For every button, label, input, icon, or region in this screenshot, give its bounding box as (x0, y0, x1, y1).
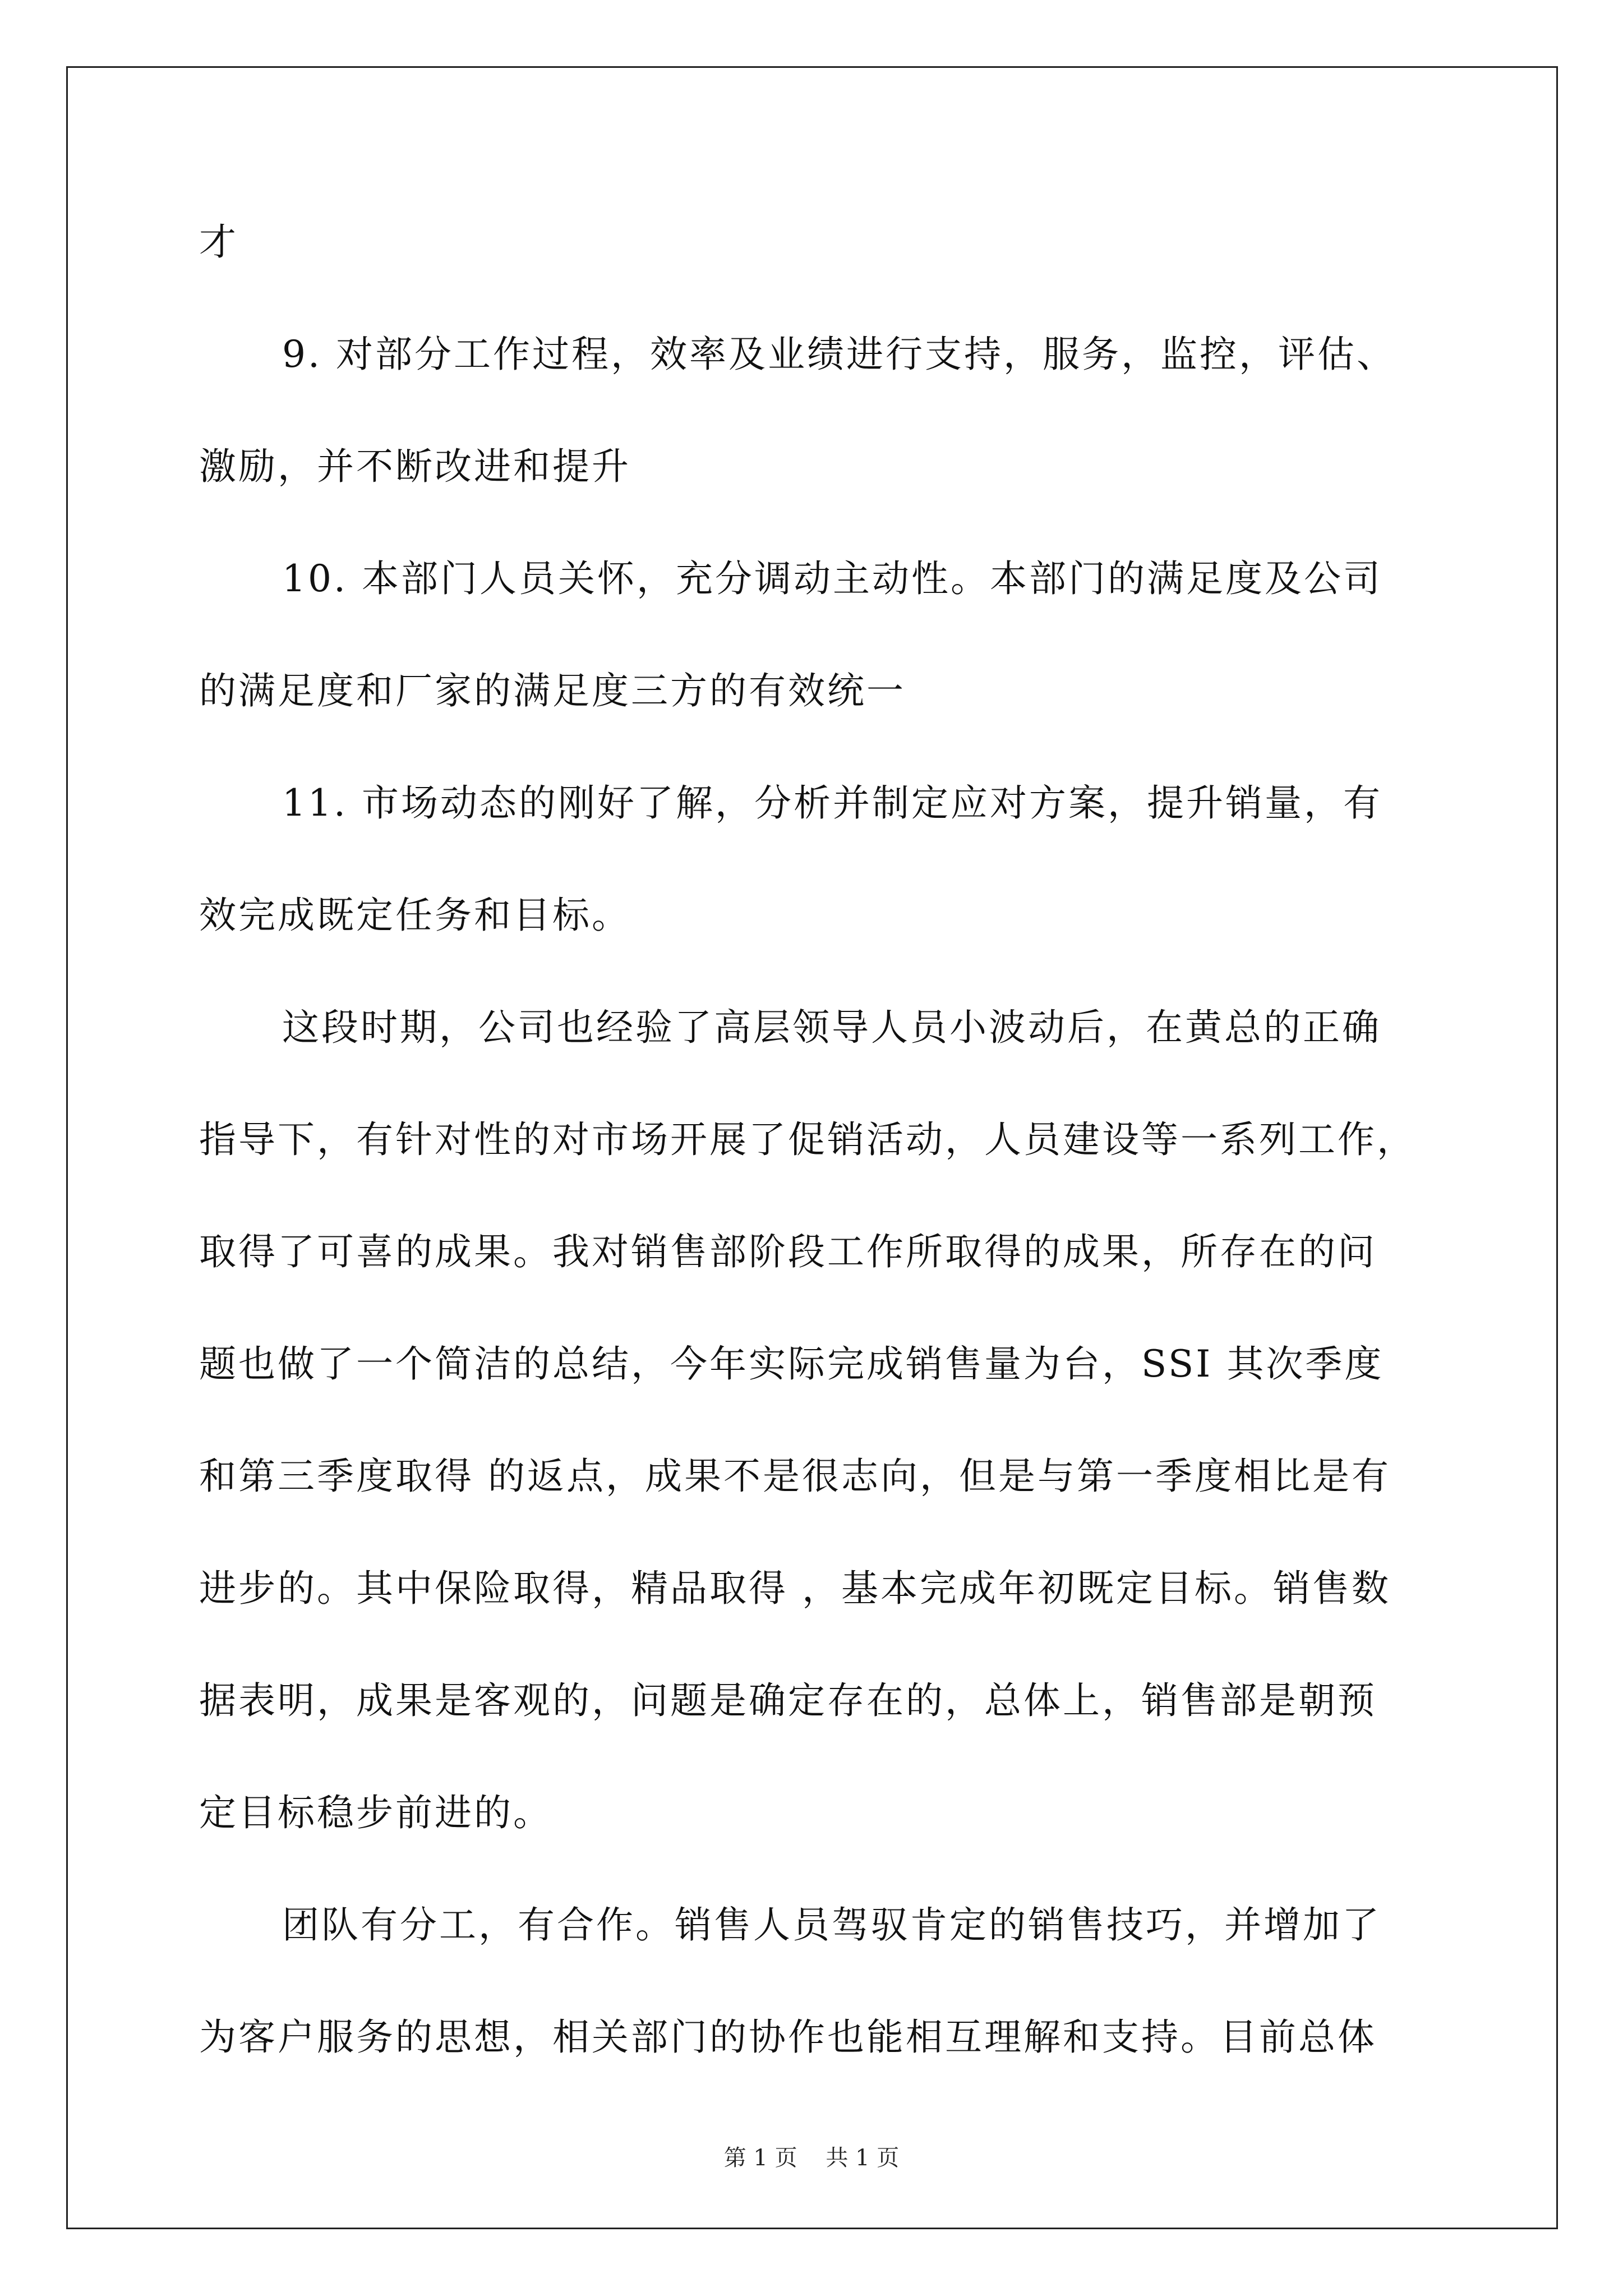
text-line: 取得了可喜的成果。我对销售部阶段工作所取得的成果，所存在的问 (199, 1230, 1377, 1273)
text-line: 11. 市场动态的刚好了解，分析并制定应对方案，提升销量，有 (282, 781, 1382, 825)
text-line: 据表明，成果是客观的，问题是确定存在的，总体上，销售部是朝预 (199, 1679, 1377, 1722)
text-line: 这段时期，公司也经验了高层领导人员小波动后，在黄总的正确 (282, 1006, 1381, 1049)
page-number-footer: 第 1 页 共 1 页 (723, 2145, 900, 2171)
text-line: 10. 本部门人员关怀，充分调动主动性。本部门的满足度及公司 (282, 557, 1382, 600)
text-line: 题也做了一个简洁的总结，今年实际完成销售量为台，SSI 其次季度 (199, 1342, 1384, 1386)
text-line: 的满足度和厂家的满足度三方的有效统一 (199, 669, 906, 712)
text-line: 和第三季度取得 的返点，成果不是很志向，但是与第一季度相比是有 (199, 1455, 1391, 1498)
text-line: 激励，并不断改进和提升 (199, 445, 631, 488)
text-line: 效完成既定任务和目标。 (199, 894, 631, 937)
text-line: 定目标稳步前进的。 (199, 1791, 552, 1834)
text-line: 9. 对部分工作过程，效率及业绩进行支持，服务，监控，评估、 (282, 333, 1396, 376)
text-line: 团队有分工，有合作。销售人员驾驭肯定的销售技巧，并增加了 (282, 1903, 1381, 1947)
text-line: 才 (199, 220, 238, 264)
text-line: 指导下，有针对性的对市场开展了促销活动，人员建设等一系列工作， (199, 1118, 1416, 1161)
text-line: 进步的。其中保险取得，精品取得 ，基本完成年初既定目标。销售数 (199, 1567, 1391, 1610)
text-line: 为客户服务的思想，相关部门的协作也能相互理解和支持。目前总体 (199, 2016, 1377, 2059)
